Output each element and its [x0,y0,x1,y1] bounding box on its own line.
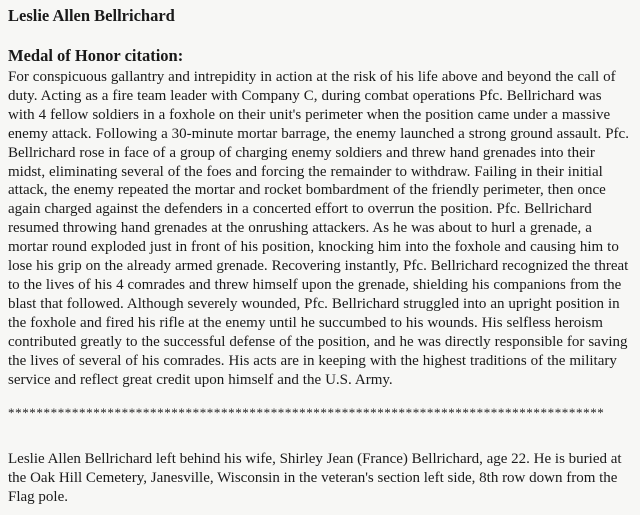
name-heading: Leslie Allen Bellrichard [8,6,175,25]
family-paragraph: Leslie Allen Bellrichard left behind his wife, Shirley Jean (France) Bellrichard, age 22. He is buried at the Oak Hill Cemetery, Janesville, Wisconsin in the veteran's section left side, 8th row down from the Flag pole. [8,451,622,506]
citation-paragraph: For conspicuous gallantry and intrepidity in action at the risk of his life above and beyond the call of duty. Acting as a fire team leader with Company C, during combat operations Pfc. Bellrichard was with 4 fellow soldiers in a foxhole on their unit's perimeter when the position came under a massive enemy attack. Following a 30-minute mortar barrage, the enemy launched a strong ground assault. Pfc. Bellrichard rose in face of a group of charging enemy soldiers and threw hand grenades into their midst, eliminating several of the foes and forcing the remainder to withdraw. Failing in their initial attack, the enemy repeated the mortar and rocket bombardment of the friendly perimeter, then once again charged against the defenders in a concerted effort to overrun the position. Pfc. Bellrichard resumed throwing hand grenades at the onrushing attackers. As he was about to hurl a grenade, a mortar round exploded just in front of his position, knocking him into the foxhole and causing him to lose his grip on the already armed grenade. Recovering instantly, Pfc. Bellrichard recognized the threat to the lives of his 4 comrades and threw himself upon the grenade, shielding his companions from the blast that followed. Although severely wounded, Pfc. Bellrichard struggled into an upright position in the foxhole and fired his rifle at the enemy until he succumbed to his wounds. His selfless heroism contributed greatly to the successful defense of the position, and he was directly responsible for saving the lives of several of his comrades. His acts are in keeping with the highest traditions of the military service and reflect great credit upon himself and the U.S. Army. [8,69,629,388]
asterisk-separator: ************************************************************************************ [8,405,605,421]
citation-heading: Medal of Honor citation: [8,46,184,65]
